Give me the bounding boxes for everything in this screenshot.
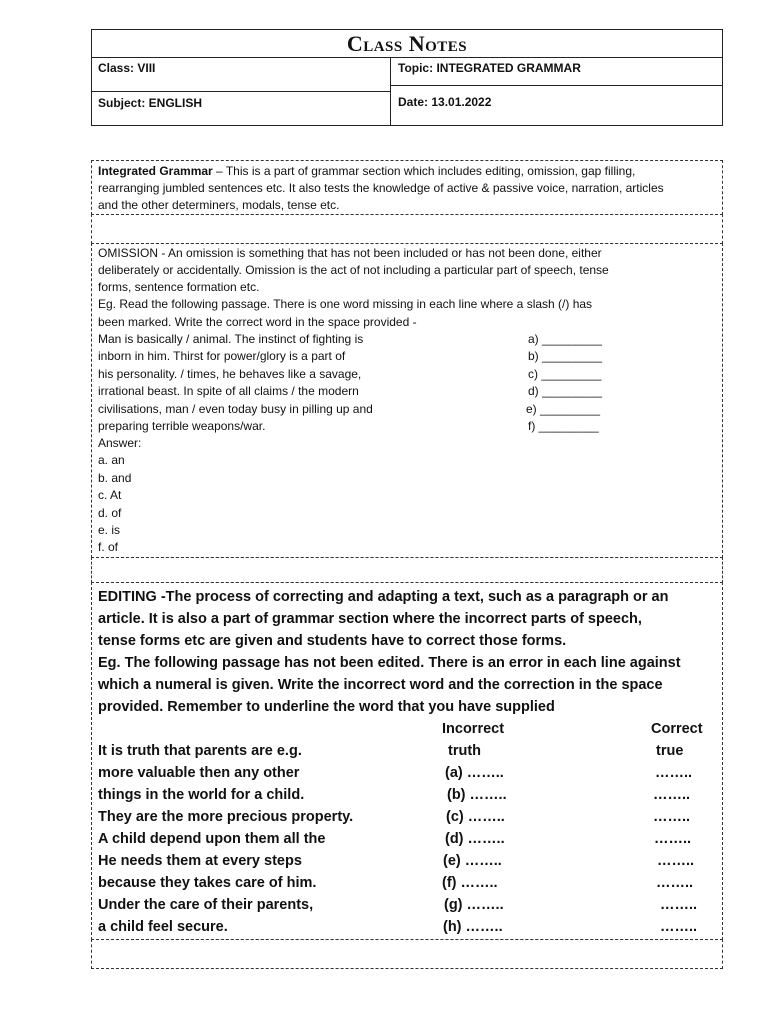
answer-item: c. At (98, 488, 122, 502)
date-label: Date: 13.01.2022 (398, 95, 492, 109)
answer-item: a. an (98, 453, 125, 467)
editing-line: EDITING -The process of correcting and adapting a text, such as a paragraph or an (98, 589, 669, 605)
editing-row: They are the more precious property. (98, 809, 354, 825)
correct-cell: …….. (653, 787, 691, 803)
intro-line: and the other determiners, modals, tense etc. (98, 198, 340, 212)
intro-box (91, 160, 723, 215)
spacer-box (91, 557, 723, 583)
omission-line: been marked. Write the correct word in the space provided - (98, 315, 417, 329)
passage-line: inborn in him. Thirst for power/glory is a part of b) _________ (98, 348, 718, 365)
omission-line: forms, sentence formation etc. (98, 280, 260, 294)
editing-row: He needs them at every steps (98, 853, 302, 869)
intro-heading: Integrated Grammar (98, 164, 213, 178)
header-table (91, 29, 723, 126)
omission-line: deliberately or accidentally. Omission is the act of not including a particular part of speech, tense (98, 263, 609, 277)
header-divider (391, 85, 722, 86)
editing-box (91, 582, 723, 940)
incorrect-cell: (c) …….. (446, 809, 505, 825)
topic-label: Topic: INTEGRATED GRAMMAR (398, 61, 581, 75)
header-divider (92, 91, 390, 92)
editing-line: Eg. The following passage has not been edited. There is an error in each line against (98, 655, 681, 671)
answer-blank: f) _________ (528, 419, 599, 433)
incorrect-cell: (a) …….. (445, 765, 504, 781)
editing-line: provided. Remember to underline the word that you have supplied (98, 699, 555, 715)
spacer-box (91, 939, 723, 969)
correct-cell: …….. (657, 853, 695, 869)
editing-row: It is truth that parents are e.g. (98, 743, 302, 759)
correct-cell: …….. (655, 765, 693, 781)
omission-box (91, 243, 723, 558)
editing-row: A child depend upon them all the (98, 831, 326, 847)
answer-item: d. of (98, 506, 122, 520)
answer-blank: c) _________ (528, 367, 602, 381)
column-header-incorrect: Incorrect (442, 721, 505, 737)
omission-line: Eg. Read the following passage. There is one word missing in each line where a slash (/) has (98, 297, 593, 311)
passage-line: Man is basically / animal. The instinct of fighting is a) _________ (98, 331, 718, 348)
answer-blank: a) _________ (528, 332, 603, 346)
passage-line: civilisations, man / even today busy in pilling up and e) _________ (98, 401, 718, 418)
editing-line: which a numeral is given. Write the incorrect word and the correction in the space (98, 677, 663, 693)
answer-blank: b) _________ (528, 349, 603, 363)
answer-item: e. is (98, 523, 121, 537)
incorrect-cell: (g) …….. (444, 897, 504, 913)
incorrect-cell: (b) …….. (447, 787, 507, 803)
editing-row: a child feel secure. (98, 919, 228, 935)
editing-row: more valuable then any other (98, 765, 300, 781)
editing-line: article. It is also a part of grammar section where the incorrect parts of speech, (98, 611, 642, 627)
correct-cell: …….. (660, 897, 698, 913)
intro-line: rearranging jumbled sentences etc. It also tests the knowledge of active & passive voice, narration, articles (98, 181, 664, 195)
spacer-box (91, 214, 723, 244)
incorrect-cell: (h) …….. (443, 919, 503, 935)
answer-blank: d) _________ (528, 384, 603, 398)
answer-item: f. of (98, 540, 119, 554)
column-header-correct: Correct (651, 721, 703, 737)
incorrect-cell: (f) …….. (442, 875, 498, 891)
answer-blank: e) _________ (526, 402, 601, 416)
editing-row: because they takes care of him. (98, 875, 317, 891)
editing-row: Under the care of their parents, (98, 897, 314, 913)
page-title: Class Notes (92, 30, 722, 58)
class-label: Class: VIII (98, 61, 156, 75)
correct-cell: …….. (660, 919, 698, 935)
incorrect-cell: (d) …….. (445, 831, 505, 847)
incorrect-cell: truth (448, 743, 482, 759)
omission-line: OMISSION - An omission is something that has not been included or has not been done, either (98, 246, 602, 260)
passage-line: his personality. / times, he behaves like a savage, c) _________ (98, 366, 718, 383)
subject-label: Subject: ENGLISH (98, 96, 203, 110)
answer-item: b. and (98, 471, 132, 485)
correct-cell: …….. (654, 831, 692, 847)
header-divider (390, 57, 391, 125)
answer-label: Answer: (98, 436, 142, 450)
editing-line: tense forms etc are given and students have to correct those forms. (98, 633, 567, 649)
correct-cell: true (656, 743, 684, 759)
editing-row: things in the world for a child. (98, 787, 305, 803)
passage-line: irrational beast. In spite of all claims / the modern d) _________ (98, 383, 718, 400)
incorrect-cell: (e) …….. (443, 853, 502, 869)
correct-cell: …….. (653, 809, 691, 825)
passage-line: preparing terrible weapons/war. f) _________ (98, 418, 718, 435)
intro-line: Integrated Grammar – This is a part of grammar section which includes editing, omission, gap filling, (98, 164, 636, 178)
correct-cell: …….. (656, 875, 694, 891)
